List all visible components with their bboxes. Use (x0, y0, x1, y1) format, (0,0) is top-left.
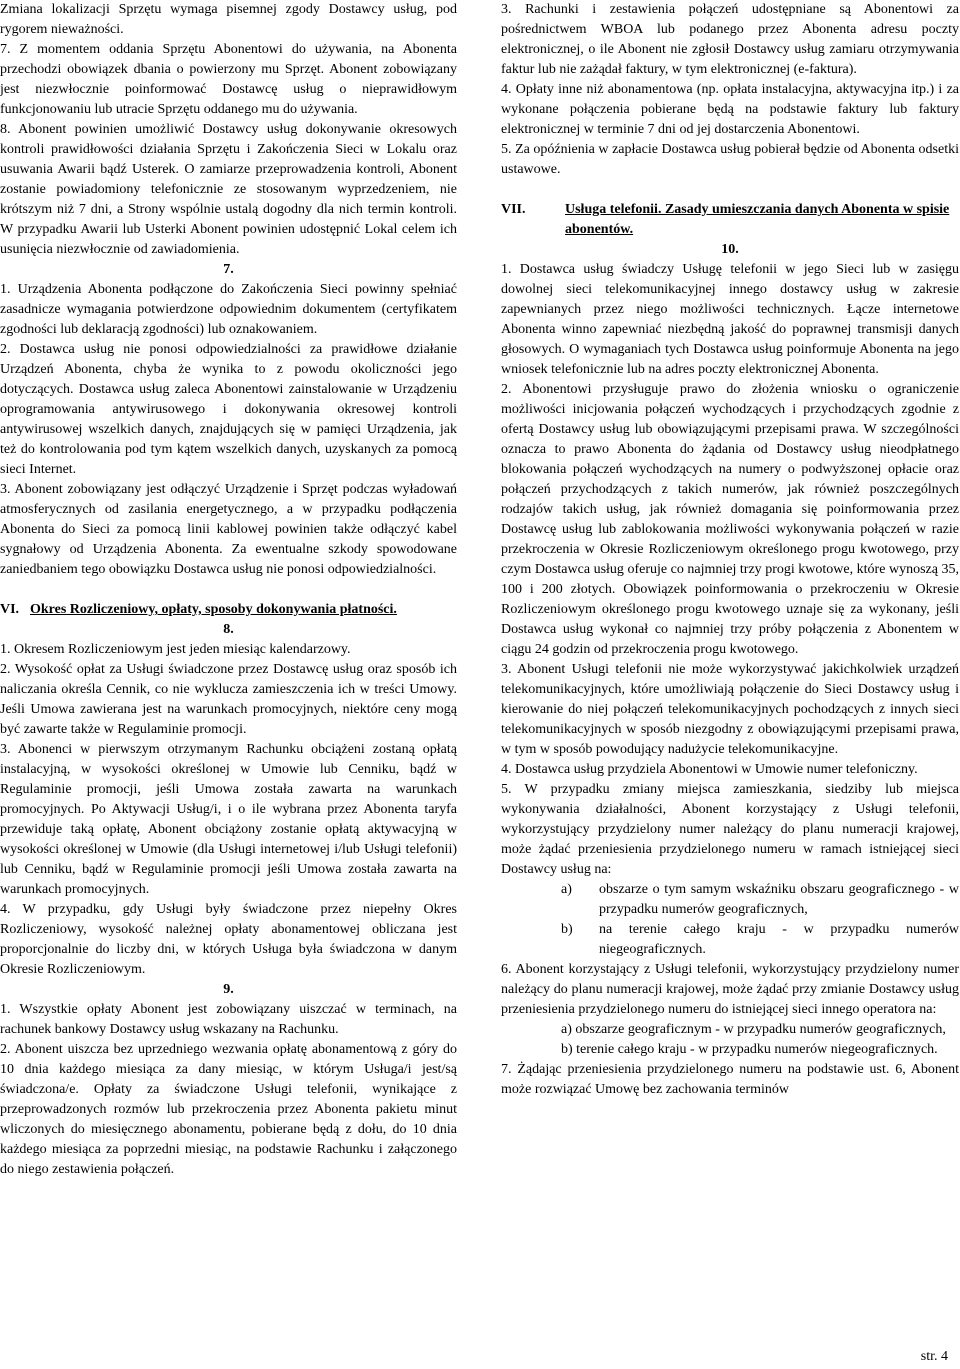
section-number-10: 10. (721, 242, 739, 257)
chapter-title-vii: Usługa telefonii. Zasady umieszczania danych Abonenta w spisie abonentów. (565, 202, 950, 237)
chapter-roman-vi: VI. (0, 602, 20, 617)
section-number-9: 9. (223, 982, 234, 997)
page-number: str. 4 (920, 1349, 948, 1364)
clause-8-4: 4. W przypadku, gdy Usługi były świadczone przez niepełny Okres Rozliczeniowy, wysokość należnej opłaty abonamentowej obliczana jest proporcjonalnie do liczby dni, w których Usługa była świadczona w danym Okresie Rozliczeniowym. (0, 902, 457, 977)
left-column (0, 0, 457, 1180)
clause-10-2: 2. Abonentowi przysługuje prawo do złożenia wniosku o ograniczenie możliwości inicjowania połączeń wychodzących i przychodzących zgodnie z ofertą Dostawcy usług lub obowiązującymi przepisami prawa. W szczególności oznacza to prawo Abonenta do żądania od Dostawcy usług nieodpłatnego blokowania połączeń wychodzących na numery o podwyższonej opłacie oraz połączeń przychodzących z takich numerów, jak również poszczególnych rodzajów takich usług, jak również domagania się poinformowania przez Dostawcę usług lub zablokowania możliwości wykonywania połączeń w razie przekroczenia w Okresie Rozliczeniowym określonego progu kwotowego, przy czym Dostawca usług oferuje co najmniej trzy progi kwotowe, które wynoszą 35, 100 i 200 złotych. Obowiązek poinformowania o przekroczeniu w Okresie Rozliczeniowym określonego progu kwotowego uznaje się za wykonany, jeśli Dostawca usług wykonał co najmniej trzy próby połączenia z Abonentem w ciągu 24 godzin od przekroczenia progu kwotowego. (501, 382, 959, 657)
clause-9-2: 2. Abonent uiszcza bez uprzedniego wezwania opłatę abonamentową z góry do 10 dnia każdego miesiąca za dany miesiąc, w którym Usługa/i jest/są świadczona/e. Opłaty za świadczone Usługi telefonii, wynikające z przeprowadzonych rozmów lub przekroczenia przez Abonenta pakietu minut wliczonych do miesięcznego abonamentu, pobierane będą z dołu, do 10 dnia każdego miesiąca za poprzedni miesiąc, na podstawie Rachunku i załączonego do niego zestawienia połączeń. (0, 1042, 457, 1177)
clause-9-5: 5. Za opóźnienia w zapłacie Dostawca usług pobierał będzie od Abonenta odsetki ustawowe. (501, 142, 959, 177)
clause-7-3: 3. Abonent zobowiązany jest odłączyć Urządzenie i Sprzęt podczas wyładowań atmosferycznych od zasilania energetycznego, a w przypadku podłączenia Abonenta do Sieci za pomocą linii kablowej powinien także odłączyć kabel sygnałowy od Urządzenia Abonenta. Za ewentualne szkody spowodowane zaniedbaniem tego obowiązku Dostawca usług nie ponosi odpowiedzialności. (0, 482, 457, 577)
clause-7-1: 1. Urządzenia Abonenta podłączone do Zakończenia Sieci powinny spełniać zasadnicze wymagania potwierdzone odpowiednim dokumentem (certyfikatem zgodności lub deklaracją zgodności) lub oznakowaniem. (0, 282, 457, 337)
clause-8-2: 2. Wysokość opłat za Usługi świadczone przez Dostawcę usług oraz sposób ich naliczania określa Cennik, co nie wyklucza zamieszczenia ich w treści Umowy. Jeśli Umowa zawierana jest na warunkach promocyjnych, niektóre ceny mogą być zawarte także w Regulaminie promocji. (0, 662, 457, 737)
clause-10-6-b: b) terenie całego kraju - w przypadku numerów niegeograficznych. (561, 1042, 938, 1057)
list-label: b) (561, 922, 573, 937)
chapter-heading-vi (0, 600, 457, 620)
list-label: a) (561, 882, 572, 897)
clause-10-5-b (501, 920, 959, 960)
chapter-roman-vii: VII. (501, 202, 526, 217)
clause-10-1: 1. Dostawca usług świadczy Usługę telefonii w jego Sieci lub w zasięgu dowolnej sieci telekomunikacyjnej innego dostawcy usług w zakresie zapewnianych przez niego możliwości technicznych. Łącze internetowe Abonenta winno zapewniać niezbędną jakość do poprawnej transmisji danych głosowych. O wymaganiach tych Dostawca usług poinformuje Abonenta na jego wniosek telefonicznie lub na adres poczty elektronicznej Abonenta. (501, 262, 959, 377)
list-text: obszarze o tym samym wskaźniku obszaru geograficznego - w przypadku numerów geograficznych, (599, 882, 959, 917)
right-column (501, 0, 959, 1100)
clause-10-6-a: a) obszarze geograficznym - w przypadku numerów geograficznych, (561, 1022, 946, 1037)
paragraph-8: 8. Abonent powinien umożliwić Dostawcy usług dokonywanie okresowych kontroli prawidłowości działania Sprzętu i Zakończenia Sieci w Lokalu oraz usuwania Awarii bądź Usterek. O zamiarze przeprowadzenia kontroli, Abonent zostanie powiadomiony telefonicznie ze stosowanym wyprzedzeniem, nie krótszym niż 7 dni, a Strony wspólnie ustalą dogodny dla nich termin kontroli. W przypadku Awarii lub Usterki Abonent powinien udostępnić Lokal celem ich usunięcia niezwłocznie od zawiadomienia. (0, 122, 457, 257)
paragraph-intro: Zmiana lokalizacji Sprzętu wymaga pisemnej zgody Dostawcy usług, pod rygorem nieważności. (0, 2, 457, 37)
clause-9-4: 4. Opłaty inne niż abonamentowa (np. opłata instalacyjna, aktywacyjna itp.) i za wykonane połączenia pobierane będą na podstawie faktury lub faktury elektronicznej w terminie 7 dni od jej dostarczenia Abonentowi. (501, 82, 959, 137)
paragraph-7: 7. Z momentem oddania Sprzętu Abonentowi do używania, na Abonenta przechodzi obowiązek dbania o powierzony mu Sprzęt. Abonent zobowiązany jest niezwłocznie poinformować Dostawcę usług o nieprawidłowym funkcjonowaniu lub utracie Sprzętu oddanego mu do używania. (0, 42, 457, 117)
clause-8-3: 3. Abonenci w pierwszym otrzymanym Rachunku obciążeni zostaną opłatą instalacyjną, w wysokości określonej w Umowie lub Cenniku, bądź w Regulaminie promocji, jeśli Umowa została zawarta na warunkach promocyjnych. Po Aktywacji Usług/i, i o ile wybrana przez Abonenta taryfa przewiduje taką opłatę, Abonent obciążony zostanie opłatą aktywacyjną w wysokości określonej w Umowie (dla Usługi internetowej i/lub Usługi telefonii) lub Cenniku, bądź w Regulaminie promocji jeśli Umowa została zawarta na warunkach promocyjnych. (0, 742, 457, 897)
chapter-title-vi: Okres Rozliczeniowy, opłaty, sposoby dokonywania płatności. (30, 602, 397, 617)
clause-10-7: 7. Żądając przeniesienia przydzielonego numeru na podstawie ust. 6, Abonent może rozwiązać Umowę bez zachowania terminów (501, 1062, 959, 1097)
list-text: na terenie całego kraju - w przypadku numerów niegeograficznych. (599, 922, 959, 957)
clause-7-2: 2. Dostawca usług nie ponosi odpowiedzialności za prawidłowe działanie Urządzeń Abonenta, chyba że wynika to z powodu okoliczności jego dotyczących. Dostawca usług zaleca Abonentowi zainstalowanie w Urządzeniu oprogramowania antywirusowego i dokonywania okresowej kontroli antywirusowej wszelkich danych, znajdujących się w pamięci Urządzenia, jak też do kontrolowania pod tym kątem wszelkich danych, uzyskanych za pomocą sieci Internet. (0, 342, 457, 477)
clause-9-3: 3. Rachunki i zestawienia połączeń udostępniane są Abonentowi za pośrednictwem WBOA lub podanego przez Abonenta adresu poczty elektronicznej, o ile Abonent nie zgłosił Dostawcy usług zamiaru otrzymywania faktur lub nie zażądał faktury, w tym elektronicznej (e-faktura). (501, 2, 959, 77)
clause-10-3: 3. Abonent Usługi telefonii nie może wykorzystywać jakichkolwiek urządzeń telekomunikacyjnych, które umożliwiają połączenie do Sieci Dostawcy usług i kierowanie do niej połączeń telekomunikacyjnych pochodzących z innych sieci telekomunikacyjnych w sposób niezgodny z obowiązującymi przepisami prawa, w tym w sposób powodujący nadużycie telekomunikacyjne. (501, 662, 959, 757)
clause-9-1: 1. Wszystkie opłaty Abonent jest zobowiązany uiszczać w terminach, na rachunek bankowy Dostawcy usług wskazany na Rachunku. (0, 1002, 457, 1037)
clause-8-1: 1. Okresem Rozliczeniowym jest jeden miesiąc kalendarzowy. (0, 642, 351, 657)
clause-10-4: 4. Dostawca usług przydziela Abonentowi w Umowie numer telefoniczny. (501, 762, 918, 777)
section-number-8: 8. (223, 622, 234, 637)
clause-10-5-a (501, 880, 959, 920)
clause-10-6: 6. Abonent korzystający z Usługi telefonii, wykorzystujący przydzielony numer należący do planu numeracji krajowej, może żądać przy zmianie Dostawcy usług przeniesienia przydzielonego numeru do istniejącej sieci innego operatora na: (501, 962, 959, 1017)
clause-10-5: 5. W przypadku zmiany miejsca zamieszkania, siedziby lub miejsca wykonywania działalności, Abonent korzystający z Usługi telefonii, wykorzystujący przydzielony numer należący do planu numeracji krajowej, może żądać przeniesienia przydzielonego numeru w ramach istniejącej sieci Dostawcy usług na: (501, 782, 959, 877)
section-number-7: 7. (223, 262, 234, 277)
chapter-heading-vii (501, 200, 959, 240)
